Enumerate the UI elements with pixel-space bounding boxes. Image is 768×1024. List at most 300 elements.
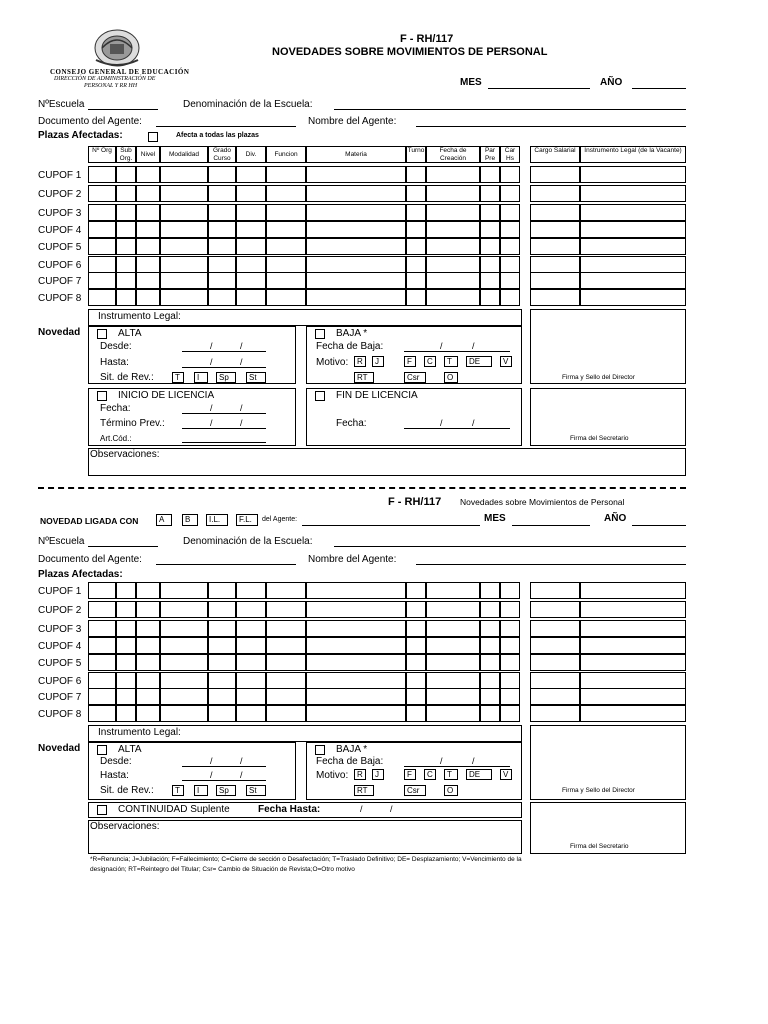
table-cell[interactable]: [306, 637, 406, 654]
table-cell[interactable]: [160, 705, 208, 722]
table-cell[interactable]: [88, 238, 116, 255]
table-cell[interactable]: [266, 185, 306, 202]
sit-code-t[interactable]: T: [172, 785, 184, 796]
table-cell[interactable]: [580, 185, 686, 202]
table-cell[interactable]: [500, 221, 520, 238]
motivo-code-j[interactable]: J: [372, 356, 384, 367]
table-cell[interactable]: [236, 204, 266, 221]
table-cell[interactable]: [530, 221, 580, 238]
table-cell[interactable]: [580, 654, 686, 671]
motivo-code-r[interactable]: R: [354, 769, 366, 780]
observaciones-label-2: Observaciones:: [90, 821, 160, 832]
table-cell[interactable]: [306, 204, 406, 221]
fin-licencia-checkbox[interactable]: [315, 391, 325, 401]
table-cell[interactable]: [88, 204, 116, 221]
termino-prev-field[interactable]: [182, 428, 266, 429]
table-cell[interactable]: [266, 620, 306, 637]
table-cell[interactable]: [406, 185, 426, 202]
documento-field[interactable]: [156, 126, 296, 127]
table-cell[interactable]: [88, 637, 116, 654]
table-cell[interactable]: [236, 620, 266, 637]
sit-code-i[interactable]: I: [194, 785, 208, 796]
table-cell[interactable]: [236, 166, 266, 183]
table-cell[interactable]: [306, 620, 406, 637]
table-cell[interactable]: [530, 272, 580, 289]
table-cell[interactable]: [500, 637, 520, 654]
table-cell[interactable]: [426, 185, 480, 202]
table-cell[interactable]: [306, 601, 406, 618]
desde-field[interactable]: [182, 351, 266, 352]
table-cell[interactable]: [116, 238, 136, 255]
table-cell[interactable]: [208, 204, 236, 221]
alta-checkbox[interactable]: [97, 329, 107, 339]
table-cell[interactable]: [500, 256, 520, 273]
table-cell[interactable]: [266, 637, 306, 654]
sit-code-sp[interactable]: Sp: [216, 372, 236, 383]
cupof-label: CUPOF 4: [38, 641, 82, 652]
table-cell[interactable]: [426, 582, 480, 599]
motivo-code-o[interactable]: O: [444, 372, 458, 383]
continuidad-checkbox[interactable]: [97, 805, 107, 815]
table-cell[interactable]: [480, 272, 500, 289]
table-cell[interactable]: [136, 289, 160, 306]
table-cell[interactable]: [160, 601, 208, 618]
table-cell[interactable]: [426, 654, 480, 671]
cupof-label: CUPOF 8: [38, 293, 82, 304]
table-cell[interactable]: [580, 672, 686, 689]
table-cell[interactable]: [116, 256, 136, 273]
ligada-code-fl[interactable]: F.L.: [236, 514, 258, 526]
table-cell[interactable]: [116, 620, 136, 637]
table-cell[interactable]: [266, 238, 306, 255]
motivo-code-c[interactable]: C: [424, 769, 436, 780]
table-cell[interactable]: [480, 166, 500, 183]
table-cell[interactable]: [136, 705, 160, 722]
table-cell[interactable]: [530, 637, 580, 654]
table-cell[interactable]: [160, 672, 208, 689]
table-cell[interactable]: [160, 238, 208, 255]
table-cell[interactable]: [136, 620, 160, 637]
table-cell[interactable]: [88, 672, 116, 689]
table-cell[interactable]: [160, 582, 208, 599]
afecta-todas-checkbox[interactable]: [148, 132, 158, 142]
table-cell[interactable]: [136, 582, 160, 599]
table-cell[interactable]: [580, 204, 686, 221]
table-cell[interactable]: [530, 705, 580, 722]
table-cell[interactable]: [236, 654, 266, 671]
table-cell[interactable]: [236, 688, 266, 705]
table-cell[interactable]: [236, 272, 266, 289]
table-cell[interactable]: [500, 204, 520, 221]
table-cell[interactable]: [580, 601, 686, 618]
table-cell[interactable]: [266, 204, 306, 221]
sit-code-st[interactable]: St: [246, 785, 266, 796]
table-cell[interactable]: [580, 688, 686, 705]
table-cell[interactable]: [530, 238, 580, 255]
fecha-inicio-field[interactable]: [182, 413, 266, 414]
table-cell[interactable]: [88, 654, 116, 671]
table-cell[interactable]: [406, 221, 426, 238]
table-cell[interactable]: [426, 289, 480, 306]
table-cell[interactable]: [266, 654, 306, 671]
table-cell[interactable]: [208, 272, 236, 289]
table-cell[interactable]: [480, 688, 500, 705]
table-cell[interactable]: [116, 688, 136, 705]
table-cell[interactable]: [480, 582, 500, 599]
table-cell[interactable]: [480, 185, 500, 202]
motivo-code-t[interactable]: T: [444, 769, 458, 780]
table-cell[interactable]: [236, 238, 266, 255]
table-cell[interactable]: [500, 601, 520, 618]
table-cell[interactable]: [88, 256, 116, 273]
table-cell[interactable]: [116, 289, 136, 306]
motivo-code-v[interactable]: V: [500, 769, 512, 780]
motivo-code-j[interactable]: J: [372, 769, 384, 780]
table-cell[interactable]: [236, 705, 266, 722]
table-cell[interactable]: [160, 256, 208, 273]
table-cell[interactable]: [116, 272, 136, 289]
table-cell[interactable]: [480, 289, 500, 306]
table-cell[interactable]: [306, 672, 406, 689]
table-cell[interactable]: [136, 204, 160, 221]
n-escuela-field-2[interactable]: [88, 546, 158, 547]
table-row: [88, 672, 686, 689]
ligada-code-b[interactable]: B: [182, 514, 198, 526]
nombre-field-2[interactable]: [416, 564, 686, 565]
table-cell[interactable]: [406, 654, 426, 671]
baja-checkbox-2[interactable]: [315, 745, 325, 755]
table-cell[interactable]: [208, 672, 236, 689]
baja-checkbox[interactable]: [315, 329, 325, 339]
table-cell[interactable]: [530, 204, 580, 221]
table-cell[interactable]: [306, 705, 406, 722]
motivo-code-rt[interactable]: RT: [354, 372, 374, 383]
table-cell[interactable]: [160, 272, 208, 289]
motivo-code-c[interactable]: C: [424, 356, 436, 367]
cupof-label: CUPOF 7: [38, 276, 82, 287]
table-cell[interactable]: [160, 289, 208, 306]
table-cell[interactable]: [500, 166, 520, 183]
table-cell[interactable]: [580, 705, 686, 722]
sit-code-st[interactable]: St: [246, 372, 266, 383]
motivo-code-csr[interactable]: Csr: [404, 372, 426, 383]
table-cell[interactable]: [116, 705, 136, 722]
table-cell[interactable]: [426, 688, 480, 705]
table-cell[interactable]: [116, 166, 136, 183]
table-cell[interactable]: [406, 620, 426, 637]
table-cell[interactable]: [500, 654, 520, 671]
table-cell[interactable]: [480, 654, 500, 671]
table-cell[interactable]: [580, 238, 686, 255]
table-cell[interactable]: [136, 221, 160, 238]
table-cell[interactable]: [266, 688, 306, 705]
table-cell[interactable]: [426, 256, 480, 273]
table-cell[interactable]: [160, 688, 208, 705]
motivo-code-f[interactable]: F: [404, 769, 416, 780]
table-cell[interactable]: [426, 238, 480, 255]
table-cell[interactable]: [406, 238, 426, 255]
ligada-code-a[interactable]: A: [156, 514, 172, 526]
denominacion-field-2[interactable]: [334, 546, 686, 547]
table-cell[interactable]: [116, 185, 136, 202]
table-cell[interactable]: [426, 620, 480, 637]
table-cell[interactable]: [88, 272, 116, 289]
table-cell[interactable]: [500, 620, 520, 637]
mes-field-2[interactable]: [512, 525, 590, 526]
n-escuela-field[interactable]: [88, 109, 158, 110]
table-cell[interactable]: [500, 582, 520, 599]
motivo-code-f[interactable]: F: [404, 356, 416, 367]
table-cell[interactable]: [116, 654, 136, 671]
table-cell[interactable]: [208, 637, 236, 654]
motivo-code-de[interactable]: DE: [466, 769, 492, 780]
table-cell[interactable]: [160, 166, 208, 183]
table-cell[interactable]: [160, 204, 208, 221]
table-cell[interactable]: [116, 601, 136, 618]
del-agente-label: del Agente:: [262, 516, 298, 523]
art-cod-field[interactable]: [182, 442, 266, 443]
table-cell[interactable]: [236, 582, 266, 599]
table-cell[interactable]: [406, 688, 426, 705]
motivo-code-t[interactable]: T: [444, 356, 458, 367]
table-cell[interactable]: [306, 166, 406, 183]
inicio-licencia-checkbox[interactable]: [97, 391, 107, 401]
table-cell[interactable]: [236, 256, 266, 273]
table-cell[interactable]: [306, 654, 406, 671]
table-cell[interactable]: [266, 166, 306, 183]
table-cell[interactable]: [580, 221, 686, 238]
ligada-code-il[interactable]: I.L.: [206, 514, 228, 526]
table-cell[interactable]: [406, 166, 426, 183]
table-cell[interactable]: [208, 238, 236, 255]
table-cell[interactable]: [426, 637, 480, 654]
table-cell[interactable]: [426, 705, 480, 722]
table-cell[interactable]: [236, 185, 266, 202]
table-cell[interactable]: [406, 637, 426, 654]
table-cell[interactable]: [208, 185, 236, 202]
mes-field[interactable]: [488, 88, 590, 89]
table-cell[interactable]: [426, 221, 480, 238]
table-cell[interactable]: [88, 221, 116, 238]
fecha-baja-field[interactable]: [404, 351, 510, 352]
table-cell[interactable]: [136, 166, 160, 183]
table-cell[interactable]: [88, 289, 116, 306]
table-cell[interactable]: [306, 256, 406, 273]
table-cell[interactable]: [160, 620, 208, 637]
table-cell[interactable]: [208, 221, 236, 238]
desde-field-2[interactable]: [182, 766, 266, 767]
motivo-code-r[interactable]: R: [354, 356, 366, 367]
sit-code-t[interactable]: T: [172, 372, 184, 383]
table-cell[interactable]: [426, 204, 480, 221]
table-cell[interactable]: [266, 582, 306, 599]
motivo-code-rt[interactable]: RT: [354, 785, 374, 796]
table-cell[interactable]: [116, 637, 136, 654]
table-cell[interactable]: [530, 582, 580, 599]
table-cell[interactable]: [580, 272, 686, 289]
table-cell[interactable]: [266, 289, 306, 306]
table-cell[interactable]: [500, 289, 520, 306]
anio-field-2[interactable]: [632, 525, 686, 526]
table-cell[interactable]: [136, 672, 160, 689]
table-cell[interactable]: [500, 185, 520, 202]
table-cell[interactable]: [530, 185, 580, 202]
table-cell[interactable]: [306, 221, 406, 238]
table-cell[interactable]: [480, 221, 500, 238]
table-cell[interactable]: [116, 582, 136, 599]
motivo-code-v[interactable]: V: [500, 356, 512, 367]
table-cell[interactable]: [480, 637, 500, 654]
table-cell[interactable]: [426, 601, 480, 618]
table-cell[interactable]: [480, 620, 500, 637]
table-cell[interactable]: [136, 256, 160, 273]
table-cell[interactable]: [136, 654, 160, 671]
table-cell[interactable]: [500, 688, 520, 705]
table-cell[interactable]: [500, 238, 520, 255]
table-cell[interactable]: [266, 601, 306, 618]
table-cell[interactable]: [88, 166, 116, 183]
table-cell[interactable]: [160, 637, 208, 654]
table-cell[interactable]: [580, 582, 686, 599]
table-cell[interactable]: [426, 672, 480, 689]
table-cell[interactable]: [266, 705, 306, 722]
table-cell[interactable]: [236, 289, 266, 306]
table-cell[interactable]: [480, 705, 500, 722]
table-cell[interactable]: [160, 654, 208, 671]
table-cell[interactable]: [530, 654, 580, 671]
table-cell[interactable]: [88, 601, 116, 618]
table-cell[interactable]: [580, 289, 686, 306]
table-cell[interactable]: [236, 637, 266, 654]
table-cell[interactable]: [208, 289, 236, 306]
table-cell[interactable]: [406, 601, 426, 618]
table-cell[interactable]: [306, 238, 406, 255]
table-cell[interactable]: [580, 166, 686, 183]
table-cell[interactable]: [530, 256, 580, 273]
hasta-field-2[interactable]: [182, 780, 266, 781]
table-cell[interactable]: [530, 166, 580, 183]
table-cell[interactable]: [208, 601, 236, 618]
cupof-label: CUPOF 6: [38, 260, 82, 271]
table-cell[interactable]: [208, 256, 236, 273]
table-cell[interactable]: [236, 672, 266, 689]
motivo-code-csr[interactable]: Csr: [404, 785, 426, 796]
table-cell[interactable]: [530, 289, 580, 306]
table-cell[interactable]: [500, 672, 520, 689]
table-cell[interactable]: [530, 688, 580, 705]
table-cell[interactable]: [406, 256, 426, 273]
table-cell[interactable]: [208, 705, 236, 722]
nombre-field[interactable]: [416, 126, 686, 127]
table-cell[interactable]: [306, 272, 406, 289]
table-cell[interactable]: [136, 688, 160, 705]
table-cell[interactable]: [406, 204, 426, 221]
table-cell[interactable]: [236, 221, 266, 238]
table-cell[interactable]: [88, 688, 116, 705]
alta-checkbox-2[interactable]: [97, 745, 107, 755]
table-cell[interactable]: [266, 672, 306, 689]
table-cell[interactable]: [426, 272, 480, 289]
sit-code-sp[interactable]: Sp: [216, 785, 236, 796]
observaciones-box[interactable]: [88, 448, 686, 476]
hasta-field[interactable]: [182, 367, 266, 368]
motivo-code-o[interactable]: O: [444, 785, 458, 796]
table-cell[interactable]: [500, 272, 520, 289]
table-cell[interactable]: [306, 582, 406, 599]
table-cell[interactable]: [406, 582, 426, 599]
table-cell[interactable]: [116, 221, 136, 238]
table-cell[interactable]: [530, 620, 580, 637]
table-cell[interactable]: [530, 672, 580, 689]
table-cell[interactable]: [406, 672, 426, 689]
table-cell[interactable]: [306, 688, 406, 705]
table-cell[interactable]: [306, 289, 406, 306]
denominacion-field[interactable]: [334, 109, 686, 110]
table-cell[interactable]: [580, 256, 686, 273]
table-cell[interactable]: [580, 620, 686, 637]
table-cell[interactable]: [116, 204, 136, 221]
table-cell[interactable]: [406, 289, 426, 306]
table-cell[interactable]: [580, 637, 686, 654]
table-cell[interactable]: [136, 238, 160, 255]
table-cell[interactable]: [136, 185, 160, 202]
table-cell[interactable]: [530, 601, 580, 618]
table-cell[interactable]: [266, 256, 306, 273]
sit-code-i[interactable]: I: [194, 372, 208, 383]
anio-field[interactable]: [632, 88, 686, 89]
table-cell[interactable]: [208, 620, 236, 637]
table-row: [88, 620, 686, 637]
motivo-code-de[interactable]: DE: [466, 356, 492, 367]
table-cell[interactable]: [160, 221, 208, 238]
table-cell[interactable]: [116, 672, 136, 689]
table-cell[interactable]: [266, 272, 306, 289]
table-cell[interactable]: [160, 185, 208, 202]
table-cell[interactable]: [406, 705, 426, 722]
table-cell[interactable]: [136, 601, 160, 618]
inicio-licencia-label: INICIO DE LICENCIA: [118, 390, 215, 401]
del-agente-field[interactable]: [302, 525, 480, 526]
table-cell[interactable]: [88, 705, 116, 722]
table-cell[interactable]: [306, 185, 406, 202]
table-cell[interactable]: [136, 637, 160, 654]
page-title: NOVEDADES SOBRE MOVIMIENTOS DE PERSONAL: [272, 46, 548, 58]
table-cell[interactable]: [136, 272, 160, 289]
firma-director-box[interactable]: [530, 309, 686, 384]
table-cell[interactable]: [500, 705, 520, 722]
table-cell[interactable]: [480, 672, 500, 689]
table-cell[interactable]: [426, 166, 480, 183]
table-cell[interactable]: [480, 601, 500, 618]
table-cell[interactable]: [208, 688, 236, 705]
table-cell[interactable]: [208, 582, 236, 599]
documento-field-2[interactable]: [156, 564, 296, 565]
fecha-fin-field[interactable]: [404, 428, 510, 429]
table-cell[interactable]: [88, 620, 116, 637]
table-cell[interactable]: [266, 221, 306, 238]
afecta-todas-label: Afecta a todas las plazas: [176, 132, 259, 139]
table-cell[interactable]: [208, 166, 236, 183]
table-cell[interactable]: [88, 185, 116, 202]
table-cell[interactable]: [480, 238, 500, 255]
table-cell[interactable]: [236, 601, 266, 618]
table-cell[interactable]: [406, 272, 426, 289]
fecha-baja-field-2[interactable]: [404, 766, 510, 767]
table-cell[interactable]: [480, 204, 500, 221]
table-cell[interactable]: [88, 582, 116, 599]
table-cell[interactable]: [208, 654, 236, 671]
table-cell[interactable]: [480, 256, 500, 273]
